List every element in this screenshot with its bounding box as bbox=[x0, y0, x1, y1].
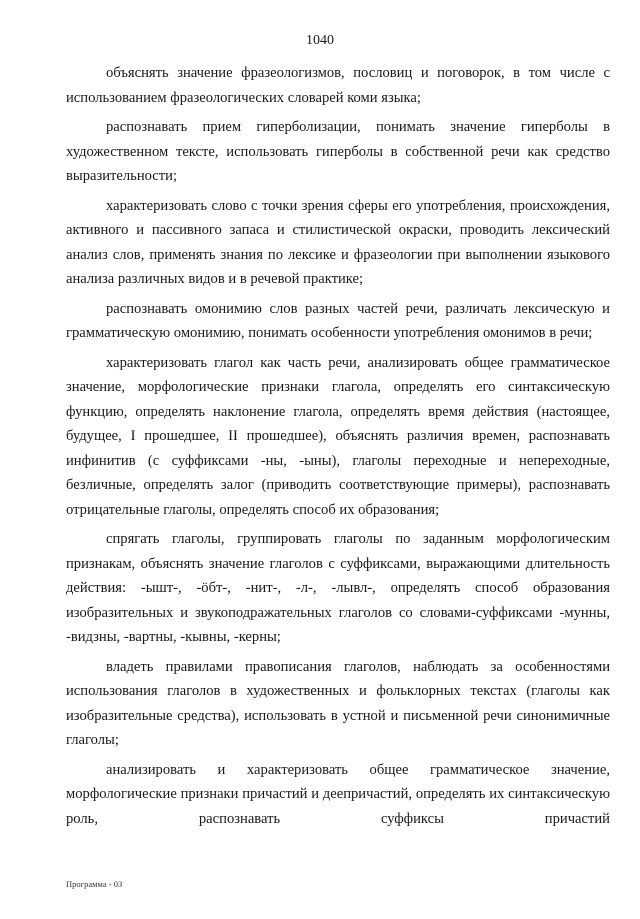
page-number: 1040 bbox=[306, 33, 334, 48]
paragraph-participles: анализировать и характеризовать общее грамматическое значение, морфологические признаки причастий и деепричастий, определять их синтаксическую роль, распознавать суффиксы причастий bbox=[66, 761, 610, 827]
paragraph-word-characterization: характеризовать слово с точки зрения сферы его употребления, происхождения, активного и пассивного запаса и стилистической окраски, проводить лексический анализ слов, применять знания по лексике и фразеологии при выполнении языкового анализа различных видов и в речевой практике; bbox=[66, 197, 610, 287]
paragraph-homonymy: распознавать омонимию слов разных частей речи, различать лексическую и грамматическую омонимию, понимать особенности употребления омонимов в речи; bbox=[66, 300, 610, 341]
paragraph-verb: характеризовать глагол как часть речи, анализировать общее грамматическое значение, морфологические признаки глагола, определять его синтаксическую функцию, определять наклонение глагола, определять время действия (настоящее, будущее, I прошедшее, II прошедшее), объяснять различия времен, распознавать инфинитив (с суффиксами -ны, -ыны), глаголы переходные и непереходные, безличные, определять залог (приводить соответствующие примеры), распознавать отрицательные глаголы, определять способ их образования; bbox=[66, 354, 610, 518]
body-text bbox=[66, 61, 610, 836]
paragraph-hyperbole: распознавать прием гиперболизации, понимать значение гиперболы в художественном тексте, использовать гиперболы в собственной речи как средство выразительности; bbox=[66, 119, 610, 184]
paragraph-verb-spelling: владеть правилами правописания глаголов, наблюдать за особенностями использования глаголов в художественных и фольклорных текстах (глаголы как изобразительные средства), использовать в устной и письменной речи синонимичные глаголы; bbox=[66, 658, 610, 748]
footer-program-label: Программа - 03 bbox=[66, 879, 123, 889]
paragraph-conjugation: спрягать глаголы, группировать глаголы по заданным морфологическим признакам, объяснять значение глаголов с суффиксами, выражающими длительность действия: -ышт-, -öбт-, -нит-, -л-, -лывл-, определять способ образования изобразительных и звукоподражательных глаголов со словами-суффиксами -мунны, -видзны, -вартны, -кывны, -керны; bbox=[66, 531, 610, 645]
paragraph-phraseologisms: объяснять значение фразеологизмов, пословиц и поговорок, в том числе с использованием фразеологических словарей коми языка; bbox=[66, 65, 610, 106]
